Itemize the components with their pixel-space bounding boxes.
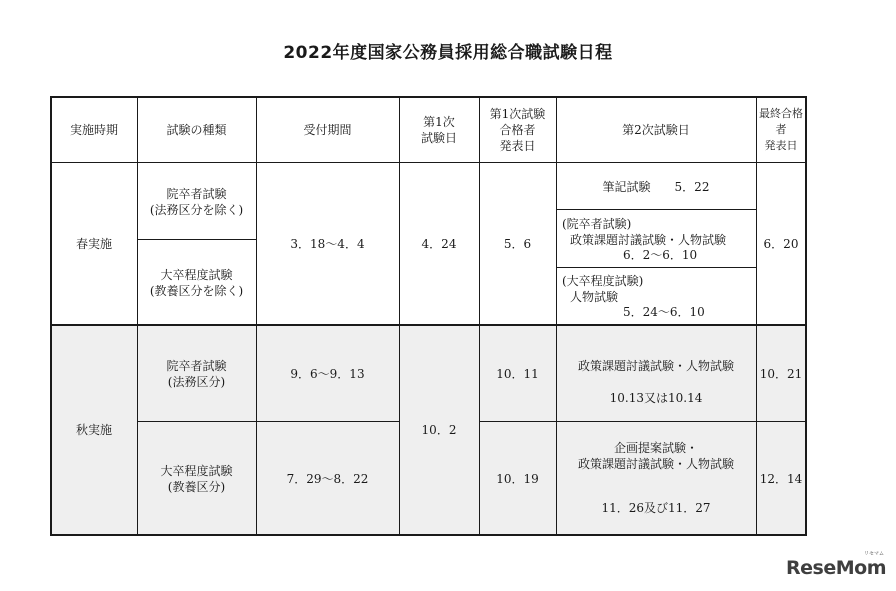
autumn-type-univ: 大卒程度試験 (教養区分) — [160, 463, 233, 494]
table-border-left — [50, 96, 52, 536]
table-border-top — [50, 96, 807, 98]
autumn-univ-final-result-date: 12．14 — [759, 471, 803, 486]
header-application-period: 受付期間 — [303, 123, 352, 137]
spring-type-univ: 大卒程度試験 (教養区分を除く) — [149, 267, 244, 298]
header-first-exam-date: 第1次 試験日 — [420, 115, 457, 145]
header-period: 実施時期 — [69, 123, 118, 137]
resemom-logo — [786, 551, 886, 579]
table-col-line-2 — [256, 96, 257, 536]
spring-second-univ-label: (大卒程度試験) — [562, 274, 644, 288]
spring-type-divider — [137, 239, 256, 240]
spring-second-divider-1 — [556, 209, 756, 210]
logo-kana: リセマム — [864, 551, 884, 557]
header-final-result-date: 最終合格者 発表日 — [759, 107, 803, 152]
autumn-grad-final-result-date: 10．21 — [759, 366, 803, 381]
table-header-divider — [50, 162, 807, 163]
header-first-result-date: 第1次試験 合格者 発表日 — [489, 107, 546, 153]
spring-second-grad-text: 政策課題討議試験・人物試験 — [570, 233, 727, 247]
logo-text: ReseMom — [786, 557, 886, 579]
header-exam-type: 試験の種類 — [166, 123, 227, 137]
autumn-type-grad: 院卒者試験 (法務区分) — [166, 358, 227, 389]
spring-second-grad-dates: 6．2〜6．10 — [623, 248, 698, 262]
autumn-univ-first-result-date: 10．19 — [496, 471, 539, 486]
autumn-label: 秋実施 — [75, 423, 112, 437]
autumn-univ-second-exam-dates: 11．26及び11．27 — [601, 501, 711, 515]
spring-second-written-exam: 筆記試験 5．22 — [602, 179, 710, 194]
autumn-univ-second-exam-text: 企画提案試験・ 政策課題討議試験・人物試験 — [577, 441, 734, 471]
table-col-line-6 — [756, 96, 757, 536]
spring-second-univ-text: 人物試験 — [570, 290, 619, 304]
autumn-grad-second-exam-text: 政策課題討議試験・人物試験 — [577, 359, 734, 373]
spring-second-grad-label: (院卒者試験) — [562, 217, 632, 231]
table-col-line-5 — [556, 96, 557, 536]
table-col-line-4 — [479, 96, 480, 536]
spring-final-result-date: 6．20 — [763, 237, 799, 251]
spring-second-univ-dates: 5．24〜6．10 — [623, 305, 705, 319]
spring-first-exam-date: 4．24 — [421, 237, 457, 251]
spring-label: 春実施 — [75, 237, 112, 251]
spring-type-grad: 院卒者試験 (法務区分を除く) — [149, 186, 244, 217]
autumn-grad-second-exam-dates: 10.13又は10.14 — [609, 391, 703, 405]
spring-first-result-date: 5．6 — [503, 237, 532, 251]
spring-application-period: 3．18〜4．4 — [290, 237, 365, 251]
table-col-line-1 — [137, 96, 138, 536]
table-col-line-3 — [399, 96, 400, 536]
autumn-first-exam-date: 10．2 — [421, 423, 457, 437]
autumn-univ-application-period: 7．29〜8．22 — [286, 471, 369, 486]
table-border-right — [805, 96, 807, 536]
autumn-grad-first-result-date: 10．11 — [496, 366, 539, 381]
page-title: 2022年度国家公務員採用総合職試験日程 — [283, 43, 613, 63]
table-section-divider — [50, 324, 807, 326]
autumn-divider-left — [137, 421, 399, 422]
header-second-exam-date: 第2次試験日 — [622, 123, 690, 137]
spring-second-divider-2 — [556, 267, 756, 268]
table-border-bottom — [50, 534, 807, 536]
autumn-grad-application-period: 9．6〜9．13 — [290, 366, 365, 381]
